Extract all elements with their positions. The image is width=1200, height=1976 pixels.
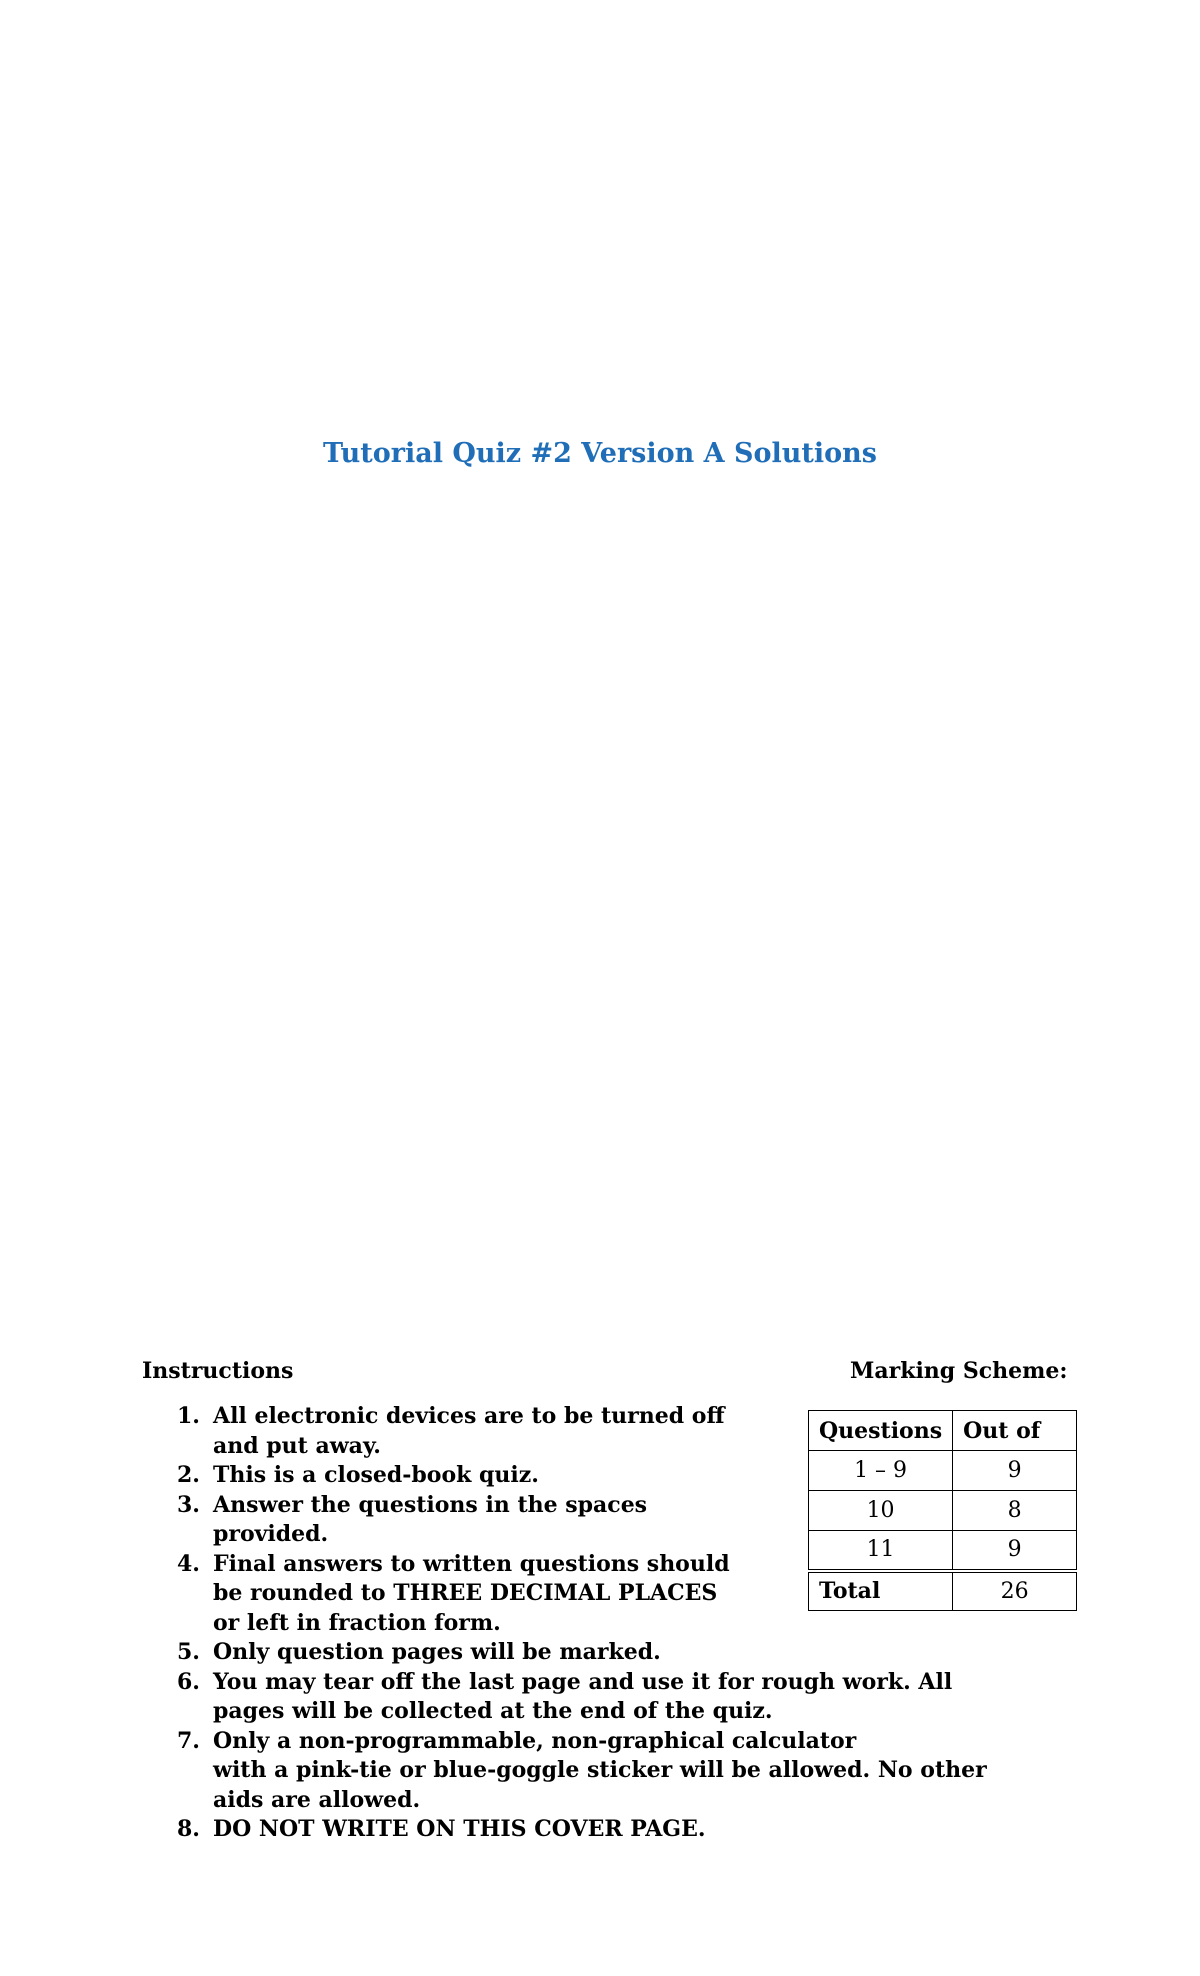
column-header-out-of: Out of <box>953 1411 1077 1451</box>
instruction-item <box>142 1638 743 1668</box>
total-row <box>809 1571 1077 1611</box>
instruction-number: 4. <box>177 1550 200 1577</box>
instruction-item <box>142 1491 743 1550</box>
table-header-row <box>809 1411 1077 1451</box>
questions-cell: 10 <box>809 1491 953 1531</box>
marking-scheme-table <box>808 1410 1077 1611</box>
instruction-text: Final answers to written questions should be rounded to THREE DECIMAL PLACES or left in fraction form. <box>213 1550 730 1636</box>
instruction-item <box>142 1550 743 1639</box>
instruction-item <box>142 1815 1013 1845</box>
instruction-text-line2: with a pink-tie or blue-goggle sticker will be allowed. No other aids are allowed. <box>213 1757 987 1813</box>
instruction-item <box>142 1461 743 1491</box>
instructions-heading: Instructions <box>142 1358 294 1384</box>
instruction-number: 7. <box>177 1727 200 1754</box>
instruction-number: 1. <box>177 1403 200 1429</box>
instruction-text-line1: Only a non-programmable, non-graphical calculator <box>213 1727 857 1754</box>
marking-scheme-heading: Marking Scheme: <box>850 1358 1068 1384</box>
instruction-item <box>142 1668 1013 1727</box>
questions-cell: 1 – 9 <box>809 1451 953 1491</box>
instruction-number: 6. <box>177 1668 200 1695</box>
total-label: Total <box>809 1571 953 1611</box>
instruction-text: All electronic devices are to be turned off and put away. <box>213 1403 725 1459</box>
out-of-cell: 9 <box>953 1451 1077 1491</box>
instruction-text: This is a closed-book quiz. <box>213 1462 539 1488</box>
out-of-cell: 9 <box>953 1531 1077 1571</box>
document-title: Tutorial Quiz #2 Version A Solutions <box>323 438 877 469</box>
instruction-text: You may tear off the last page and use it for rough work. All pages will be collected at the end of the quiz. <box>213 1668 953 1724</box>
instruction-item <box>142 1727 1013 1816</box>
table-row <box>809 1531 1077 1571</box>
questions-cell: 11 <box>809 1531 953 1571</box>
table-row <box>809 1451 1077 1491</box>
table-row <box>809 1491 1077 1531</box>
column-header-questions: Questions <box>809 1411 953 1451</box>
instruction-number: 2. <box>177 1462 200 1488</box>
instruction-number: 5. <box>177 1639 200 1665</box>
instruction-text: DO NOT WRITE ON THIS COVER PAGE. <box>213 1816 706 1842</box>
out-of-cell: 8 <box>953 1491 1077 1531</box>
instruction-item <box>142 1402 743 1461</box>
total-value: 26 <box>953 1571 1077 1611</box>
instruction-text: Answer the questions in the spaces provided. <box>213 1491 648 1547</box>
instruction-number: 3. <box>177 1491 200 1518</box>
instruction-text: Only question pages will be marked. <box>213 1639 661 1665</box>
instruction-number: 8. <box>177 1816 200 1842</box>
